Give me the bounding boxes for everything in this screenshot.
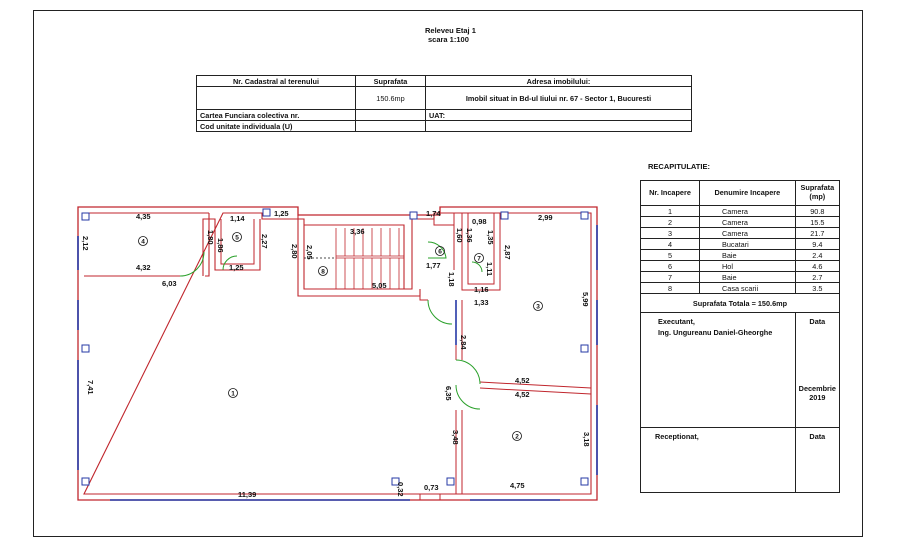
- dim-label: 1,74: [426, 209, 441, 218]
- room-number: 2: [515, 433, 519, 441]
- recap-nr: 5: [641, 250, 700, 261]
- room-number: 8: [321, 268, 325, 276]
- dim-label: 4,52: [515, 376, 530, 385]
- room-number: 3: [536, 303, 540, 311]
- dim-label: 1,33: [474, 298, 489, 307]
- dim-label: 4,32: [136, 263, 151, 272]
- cadastral-header-nr: Nr. Cadastral al terenului: [197, 76, 356, 87]
- dim-label: 2,05: [305, 245, 314, 260]
- recap-header-denumire: Denumire Incapere: [700, 181, 796, 206]
- dim-label: 0,32: [396, 482, 405, 497]
- recap-denumire: Baie: [700, 250, 796, 261]
- recap-nr: 7: [641, 272, 700, 283]
- dim-label: 6,03: [162, 279, 177, 288]
- recap-suprafata: 90.8: [795, 206, 839, 217]
- recap-nr: 2: [641, 217, 700, 228]
- dim-label: 2,80: [290, 244, 299, 259]
- room-number: 4: [141, 238, 145, 246]
- recap-nr: 3: [641, 228, 700, 239]
- recap-denumire: Camera: [700, 217, 796, 228]
- recap-nr: 8: [641, 283, 700, 294]
- dim-label: 7,41: [86, 380, 95, 395]
- cadastral-uat-label: UAT:: [426, 110, 692, 121]
- dim-label: 1,25: [229, 263, 244, 272]
- room-numbers: [141, 235, 540, 441]
- recap-nr: 6: [641, 261, 700, 272]
- recap-suprafata: 2.7: [795, 272, 839, 283]
- recap-executant-label: Executant,: [658, 317, 695, 326]
- dim-label: 2,27: [260, 234, 269, 249]
- dim-label: 5,99: [581, 292, 590, 307]
- dim-label: 0,73: [424, 483, 439, 492]
- room-number: 6: [438, 248, 442, 256]
- dim-label: 11,39: [238, 490, 257, 499]
- stair-steps: [304, 228, 404, 289]
- partition-room-2-3: [480, 382, 591, 394]
- recap-header-suprafata: Suprafata (mp): [795, 181, 839, 206]
- recap-nr: 1: [641, 206, 700, 217]
- dim-label: 1,77: [426, 261, 441, 270]
- dim-label: 1,16: [474, 285, 489, 294]
- recap-title: RECAPITULATIE:: [648, 162, 710, 171]
- recap-total: Suprafata Totala = 150.6mp: [641, 294, 840, 313]
- dim-label: 1,35: [486, 230, 495, 245]
- recap-denumire: Hol: [700, 261, 796, 272]
- recap-suprafata: 4.6: [795, 261, 839, 272]
- recap-executant-name: Ing. Ungureanu Daniel-Gheorghe: [658, 328, 773, 337]
- recap-suprafata: 15.5: [795, 217, 839, 228]
- recap-denumire: Bucatari: [700, 239, 796, 250]
- cadastral-header-adresa: Adresa imobilului:: [426, 76, 692, 87]
- dim-label: 2,12: [81, 236, 90, 251]
- cadastral-header-suprafata: Suprafata: [356, 76, 426, 87]
- room-markers: [139, 233, 543, 441]
- plan-title: Releveu Etaj 1: [425, 26, 476, 35]
- recap-data-label-2: Data: [795, 428, 839, 493]
- recap-suprafata: 21.7: [795, 228, 839, 239]
- dim-label: 1,36: [465, 228, 474, 243]
- dim-label: 3,36: [350, 227, 365, 236]
- recap-nr: 4: [641, 239, 700, 250]
- dim-label: 1,14: [230, 214, 245, 223]
- recap-receptionat: Receptionat,: [641, 428, 796, 493]
- dim-label: 1,25: [274, 209, 289, 218]
- dim-label: 4,75: [510, 481, 525, 490]
- recap-suprafata: 3.5: [795, 283, 839, 294]
- partition-bottom-opening: [420, 494, 440, 500]
- recap-denumire: Camera: [700, 206, 796, 217]
- room-number: 1: [231, 390, 235, 398]
- recap-date-value: Decembrie 2019: [798, 384, 836, 403]
- dim-label: 2,87: [503, 245, 512, 260]
- dim-label: 1,86: [216, 238, 225, 253]
- dim-label: 4,52: [515, 390, 530, 399]
- outer-wall-inner: [84, 213, 591, 494]
- recap-denumire: Baie: [700, 272, 796, 283]
- room-number: 7: [477, 255, 481, 263]
- cadastral-cf-label: Cartea Funciara colectiva nr.: [197, 110, 356, 121]
- cadastral-cui-label: Cod unitate individuala (U): [197, 121, 356, 132]
- recap-suprafata: 9.4: [795, 239, 839, 250]
- recap-denumire: Camera: [700, 228, 796, 239]
- dim-label: 1,18: [447, 272, 456, 287]
- recap-header-nr: Nr. Incapere: [641, 181, 700, 206]
- room-number: 5: [235, 234, 239, 242]
- dim-label: 2,84: [459, 335, 468, 350]
- plan-scale: scara 1:100: [428, 35, 469, 44]
- cadastral-suprafata-value: 150.6mp: [356, 87, 426, 110]
- dim-label: 4,35: [136, 212, 151, 221]
- dim-label: 5,05: [372, 281, 387, 290]
- dim-label: 6,35: [444, 386, 453, 401]
- cadastral-adresa-value: Imobil situat in Bd-ul Iiului nr. 67 - Sector 1, Bucuresti: [426, 87, 692, 110]
- recap-suprafata: 2.4: [795, 250, 839, 261]
- recap-denumire: Casa scarii: [700, 283, 796, 294]
- dim-label: 1,80: [206, 230, 215, 245]
- windows: [78, 225, 597, 500]
- dim-label: 3,18: [582, 432, 591, 447]
- dim-label: 2,99: [538, 213, 553, 222]
- dim-label: 1,11: [485, 262, 494, 277]
- dim-label: 1,60: [455, 228, 464, 243]
- recap-data-label: Data: [809, 317, 826, 326]
- outer-wall-outer: [78, 207, 597, 500]
- dim-label: 0,98: [472, 217, 487, 226]
- dim-label: 3,48: [451, 430, 460, 445]
